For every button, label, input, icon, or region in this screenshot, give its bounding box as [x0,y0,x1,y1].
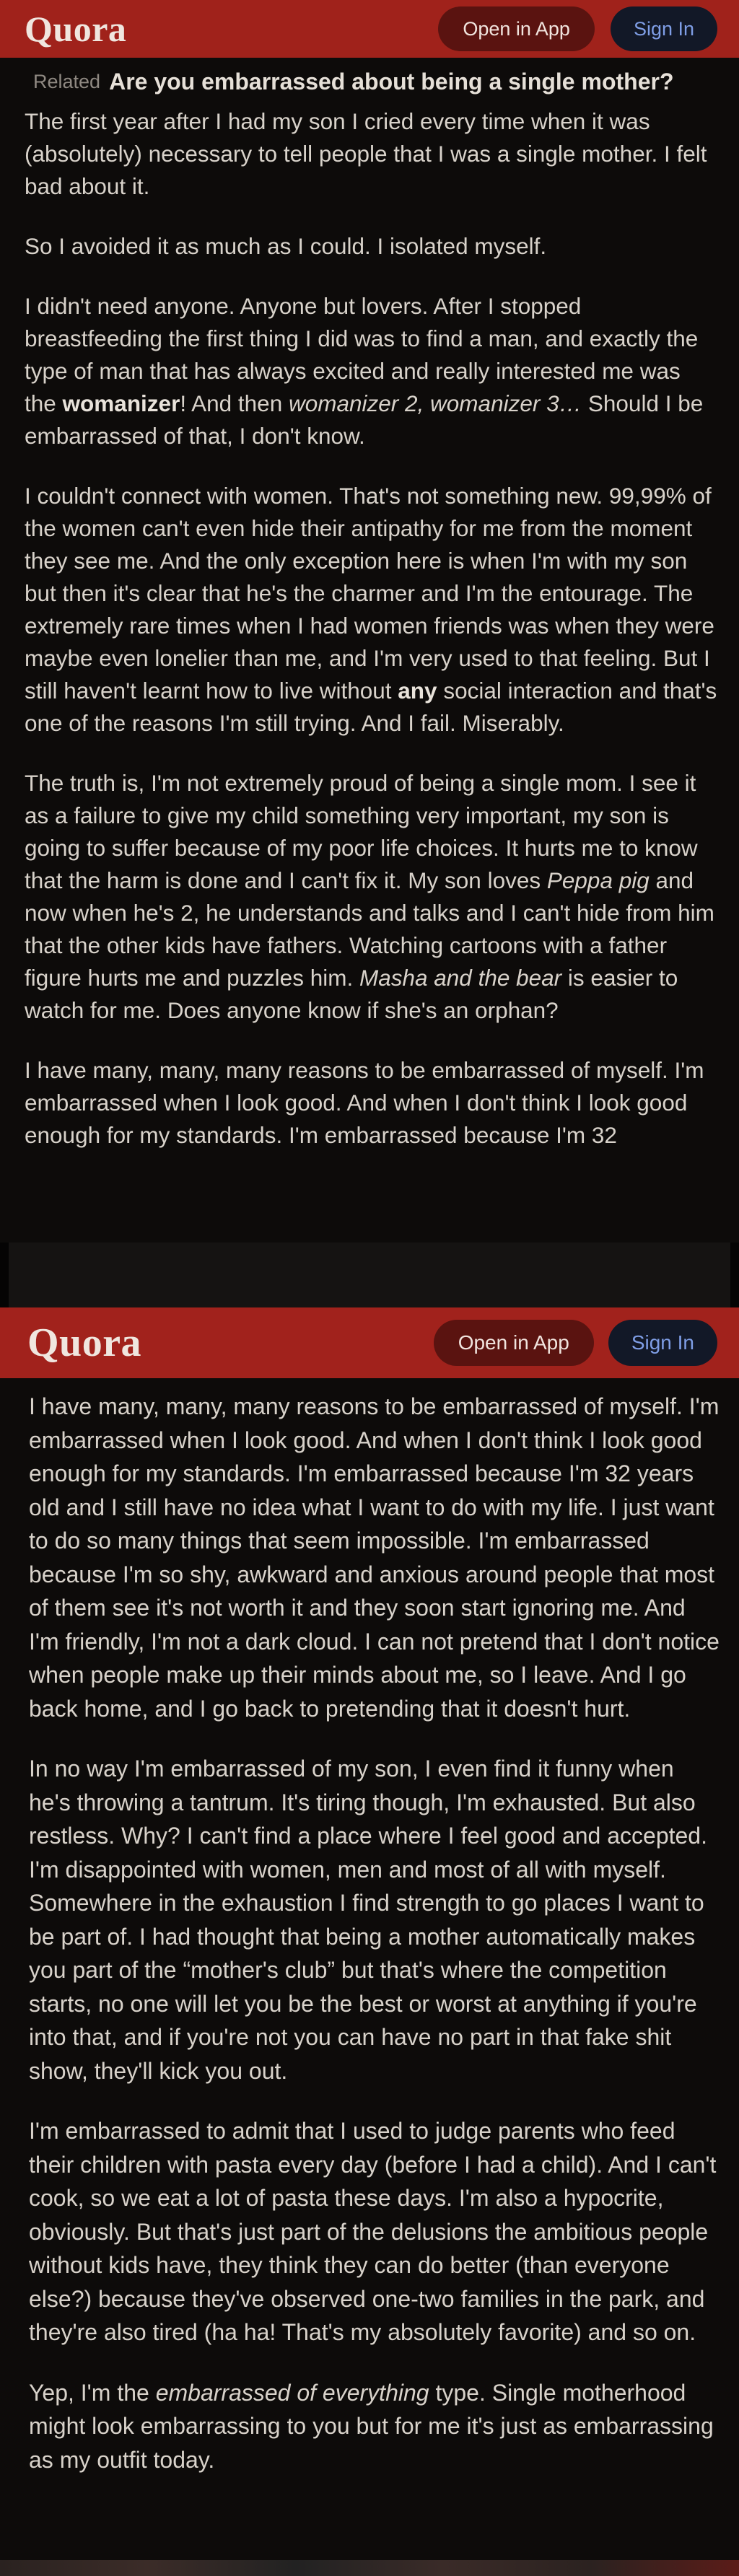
open-in-app-button[interactable]: Open in App [434,1320,594,1366]
text-span: I didn't need anyone. Anyone but lovers. After I stopped breastfeeding the first thing I did was to find a man, and exactly the type of man that has always excited and really interested me was the [25,293,699,416]
separator-edge [730,1243,739,1307]
sign-in-button[interactable]: Sign In [608,1320,717,1366]
quora-logo[interactable]: Quora [27,1320,142,1365]
related-question-line[interactable] [25,58,717,105]
paragraph: In no way I'm embarrassed of my son, I even find it funny when he's throwing a tantrum. It's tiring though, I'm exhausted. But also restless. Why? I can't find a place where I feel good and accepted. I'm disappointed with women, men and most of all with myself. Somewhere in the exhaustion I find strength to go places I want to be part of. I had thought that being a mother automatically makes you part of the “mother's club” but that's where the competition starts, no one will let you be the best or worst at anything if you're into that, and if you're not you can have no part in that fake shit show, they'll kick you out. [29,1756,707,2084]
paragraph [25,480,717,740]
header-bar [0,0,739,58]
text-span: social interaction and that's one of the reasons I'm still trying. And I fail. Miserably. [25,678,717,736]
text-span: The truth is, I'm not extremely proud of being a single mom. I see it as a failure to give my child something very important, my son is going to suffer because of my poor life choices. It hurts me to know that the harm is done and I can't fix it. My son loves [25,770,698,893]
top-padding [29,1378,720,1390]
text-span: is easier to watch for me. Does anyone know if she's an orphan? [25,965,678,1023]
paragraph: I have many, many, many reasons to be embarrassed of myself. I'm embarrassed when I look good. And when I don't think I look good enough for my standards. I'm embarrassed because I'm 32 years old and I still have no idea what I want to do with my life. I just want to do so many things that seem impossible. I'm embarrassed because I'm so shy, awkward and anxious around people that most of them see it's not worth it and they soon start ignoring me. And I'm friendly, I'm not a dark cloud. I can not pretend that I don't notice when people make up their minds about me, so I leave. And I go back home, and I go back to pretending that it doesn't hurt. [29,1393,720,1722]
text-span: ! And then [180,390,289,416]
paragraph [25,767,717,1027]
italic-text: Masha and the bear [359,965,562,991]
italic-text: Peppa pig [546,867,650,893]
answer-content-top [25,58,717,1179]
header-bar [0,1307,739,1378]
text-span: and now when he's 2, he understands and talks and I can't hide from him that the other kids have fathers. Watching cartoons with a father figure hurts me and puzzles him. [25,867,714,991]
image-preview-strip [0,2560,739,2576]
italic-text: womanizer 2, womanizer 3… [288,390,582,416]
screenshot-separator [0,1243,739,1307]
paragraph [29,2376,720,2477]
paragraph: I'm embarrassed to admit that I used to judge parents who feed their children with pasta every day (before I had a child). And I can't cook, so we eat a lot of pasta these days. I'm also a hypocrite, obviously. But that's just part of the delusions the ambitious people without kids have, they think they can do better (than everyone else?) because they've observed one-two families in the park, and they're also tired (ha ha! That's my absolutely favorite) and so on. [29,2118,717,2345]
paragraph: I have many, many, many reasons to be embarrassed of myself. I'm embarrassed when I look good. And when I don't think I look good enough for my standards. I'm embarrassed because I'm 32 [25,1057,704,1148]
open-in-app-button[interactable]: Open in App [438,6,595,51]
separator-edge [0,1243,9,1307]
text-span: Yep, I'm the [29,2379,156,2406]
text-span: I couldn't connect with women. That's not something new. 99,99% of the women can't even hide their antipathy for me from the moment they see me. And the only exception here is when I'm with my son but then it's clear that he's the charmer and I'm the entourage. The extremely rare times when I had women friends was when they were maybe even lonelier than me, and I'm very used to that feeling. But I still haven't learnt how to live without [25,483,714,704]
related-tag: Related [33,70,101,92]
answer-content-bottom [29,1378,720,2503]
text-span: type. Single motherhood might look embarrassing to you but for me it's just as embarrassing as my outfit today. [29,2379,714,2473]
paragraph [25,290,717,452]
paragraph: The first year after I had my son I cried every time when it was (absolutely) necessary to tell people that I was a single mother. I felt bad about it. [25,108,707,199]
text-span: Should I be embarrassed of that, I don't know. [25,390,704,449]
sign-in-button[interactable]: Sign In [611,6,717,51]
related-question-title[interactable]: Are you embarrassed about being a single mother? [109,68,674,95]
bold-text: any [398,678,437,704]
paragraph: So I avoided it as much as I could. I isolated myself. [25,233,547,259]
bold-text: womanizer [62,390,180,416]
quora-logo[interactable]: Quora [25,9,127,49]
italic-text: embarrassed of everything [155,2379,429,2406]
